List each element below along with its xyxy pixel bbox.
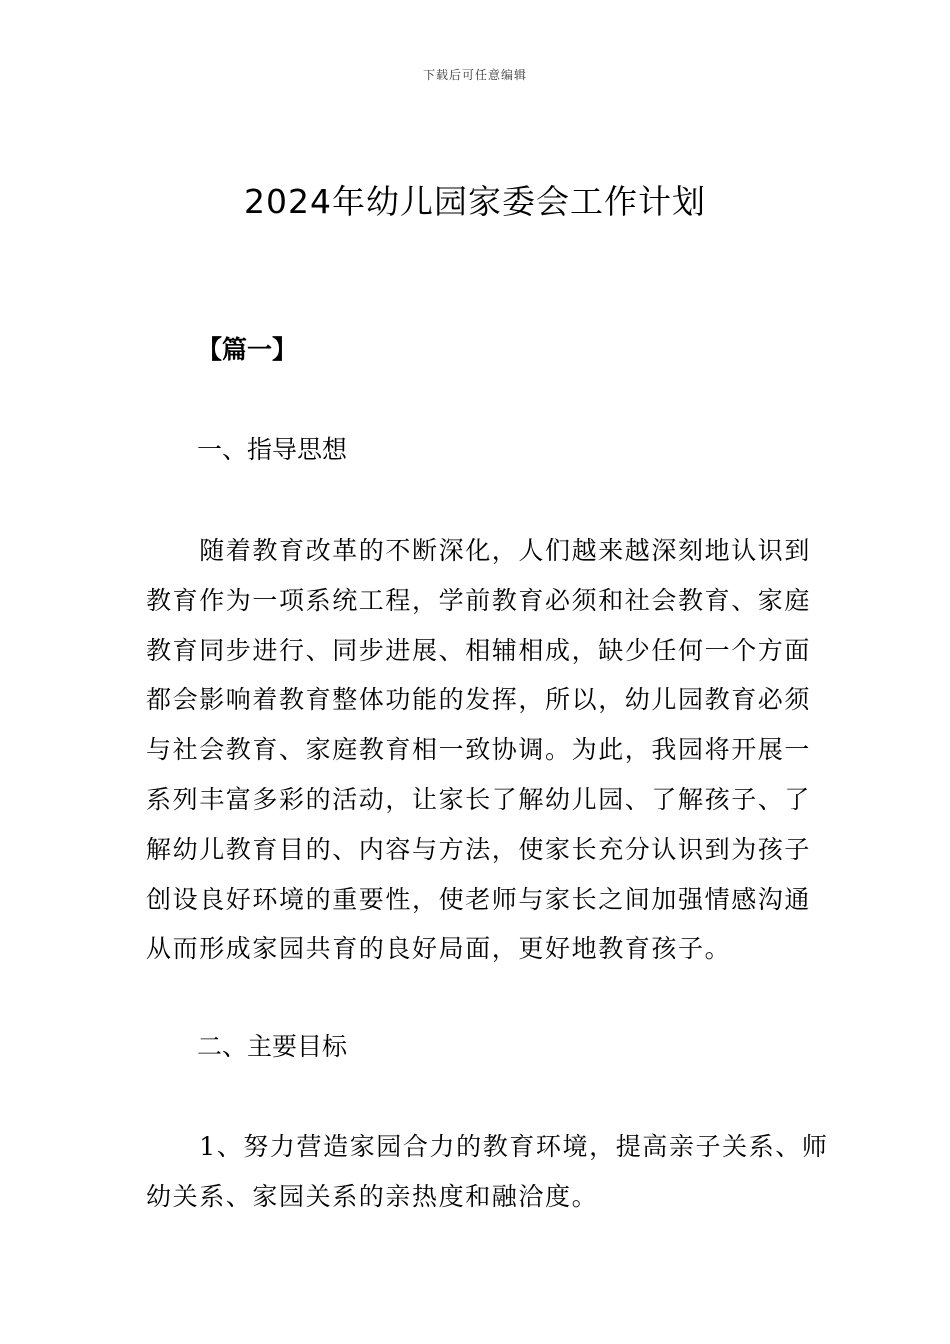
paragraph-line: 解幼儿教育目的、内容与方法，使家长充分认识到为孩子: [146, 834, 812, 864]
paragraph-line: 教育作为一项系统工程，学前教育必须和社会教育、家庭: [146, 585, 812, 615]
paragraph-line: 创设良好环境的重要性，使老师与家长之间加强情感沟通: [146, 884, 812, 914]
paragraph-guiding-ideology: [146, 526, 812, 974]
paragraph-line: 幼关系、家园关系的亲热度和融洽度。: [146, 1181, 599, 1211]
paragraph-line: 系列丰富多彩的活动，让家长了解幼儿园、了解孩子、了: [146, 784, 812, 814]
paragraph-line: 都会影响着教育整体功能的发挥，所以，幼儿园教育必须: [146, 685, 812, 715]
section-mark: 【篇一】: [197, 335, 298, 364]
heading-guiding-ideology: 一、指导思想: [197, 435, 348, 464]
paragraph-line: 1、努力营造家园合力的教育环境，提高亲子关系、师: [146, 1132, 829, 1161]
paragraph-line: 从而形成家园共育的良好局面，更好地教育孩子。: [146, 934, 732, 964]
document-title: 2024年幼儿园家委会工作计划: [244, 182, 706, 221]
header-note: 下载后可任意编辑: [422, 68, 527, 82]
paragraph-line: 教育同步进行、同步进展、相辅相成，缺少任何一个方面: [146, 635, 812, 665]
paragraph-main-goals: [146, 1122, 829, 1222]
paragraph-line: 与社会教育、家庭教育相一致协调。为此，我园将开展一: [146, 735, 812, 765]
paragraph-line: 随着教育改革的不断深化，人们越来越深刻地认识到: [146, 536, 812, 565]
heading-main-goals: 二、主要目标: [197, 1032, 348, 1061]
